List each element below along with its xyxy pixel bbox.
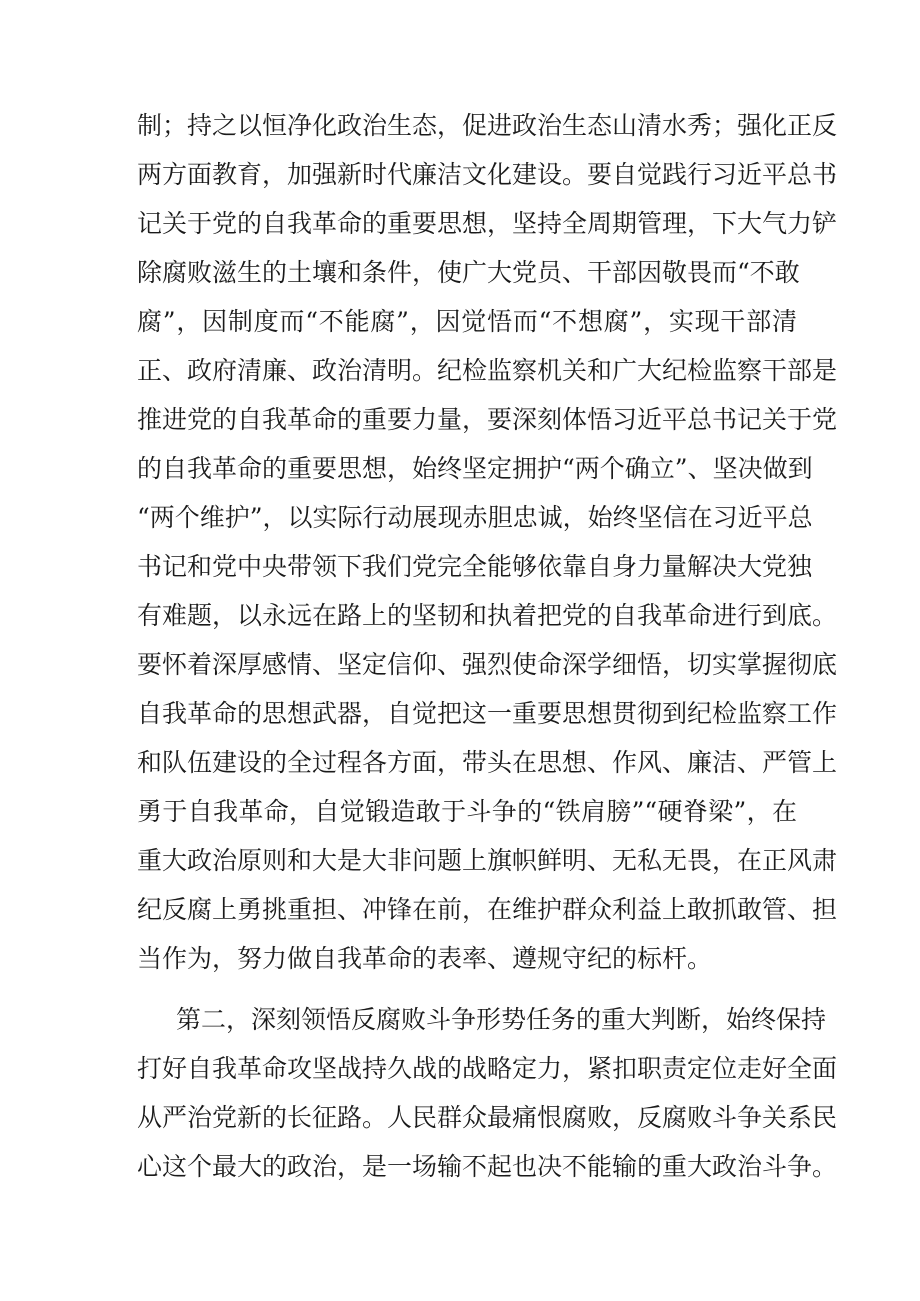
text-line: 的自我革命的重要思想，始终坚定拥护“两个确立”、坚决做到 <box>137 454 813 483</box>
text-line: 从严治党新的长征路。人民群众最痛恨腐败，反腐败斗争关系民 <box>137 1103 838 1132</box>
text-line: 正、政府清廉、政治清明。纪检监察机关和广大纪检监察干部是 <box>137 356 838 385</box>
text-line: 除腐败滋生的土壤和条件，使广大党员、干部因敬畏而“不敢 <box>137 258 800 287</box>
text-line: 要怀着深厚感情、坚定信仰、强烈使命深学细悟，切实掌握彻底 <box>137 650 838 679</box>
text-line: 勇于自我革命，自觉锻造敢于斗争的“铁肩膀”“硬脊梁”，在 <box>137 797 797 826</box>
text-line: 纪反腐上勇挑重担、冲锋在前，在维护群众利益上敢抓敢管、担 <box>137 895 838 924</box>
text-line: “两个维护”，以实际行动展现赤胆忠诚，始终坚信在习近平总 <box>137 503 813 532</box>
text-line: 重大政治原则和大是大非问题上旗帜鲜明、无私无畏，在正风肃 <box>137 846 838 875</box>
text-line: 腐”，因制度而“不能腐”，因觉悟而“不想腐”，实现干部清 <box>137 307 797 336</box>
text-line: 推进党的自我革命的重要力量，要深刻体悟习近平总书记关于党 <box>137 405 838 434</box>
text-line: 记关于党的自我革命的重要思想，坚持全周期管理，下大气力铲 <box>137 209 838 238</box>
text-line: 自我革命的思想武器，自觉把这一重要思想贯彻到纪检监察工作 <box>137 699 838 728</box>
text-line: 和队伍建设的全过程各方面，带头在思想、作风、廉洁、严管上 <box>137 748 838 777</box>
paragraph-end-line: 当作为，努力做自我革命的表率、遵规守纪的标杆。 <box>137 944 713 973</box>
text-line: 有难题，以永远在路上的坚韧和执着把党的自我革命进行到底。 <box>137 601 838 630</box>
text-line: 打好自我革命攻坚战持久战的战略定力，紧扣职责定位走好全面 <box>137 1054 838 1083</box>
text-line: 两方面教育，加强新时代廉洁文化建设。要自觉践行习近平总书 <box>137 160 838 189</box>
text-line: 书记和党中央带领下我们党完全能够依靠自身力量解决大党独 <box>137 552 813 581</box>
text-line: 心这个最大的政治，是一场输不起也决不能输的重大政治斗争。 <box>137 1152 838 1181</box>
text-line: 制；持之以恒净化政治生态，促进政治生态山清水秀；强化正反 <box>137 111 838 140</box>
paragraph-start-line: 第二，深刻领悟反腐败斗争形势任务的重大判断，始终保持 <box>176 1005 827 1034</box>
